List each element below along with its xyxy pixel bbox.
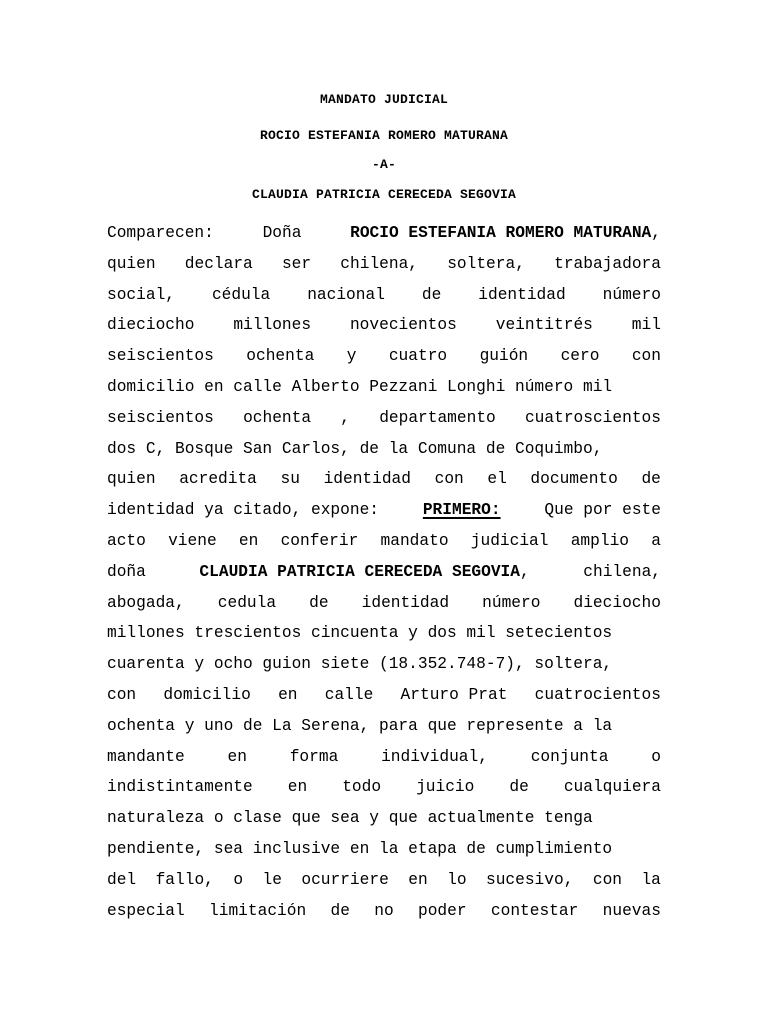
word: cuatro: [388, 347, 448, 366]
word: guión: [479, 347, 529, 366]
word: o: [651, 747, 661, 766]
body-line-8: dos C, Bosque San Carlos, de la Comuna de Coquimbo,: [107, 439, 603, 458]
connector-heading: -A-: [371, 157, 396, 172]
body-line-16: [107, 680, 661, 711]
word: identidad: [361, 593, 450, 612]
word: con: [434, 470, 464, 489]
body-line-20: naturaleza o clase que sea y que actualmente tenga: [107, 809, 593, 828]
word: de: [509, 778, 529, 797]
word: no: [374, 901, 394, 920]
word: amplio: [570, 531, 630, 550]
word: le: [262, 870, 282, 889]
word: individual,: [381, 747, 488, 766]
word: ocurriere: [301, 870, 389, 889]
word: conjunta: [530, 747, 609, 766]
word: dieciocho: [573, 593, 661, 612]
word: juicio: [416, 778, 475, 797]
word: de: [641, 470, 661, 489]
body-line-18: [107, 742, 661, 773]
word: indistintamente: [107, 778, 253, 797]
word: en: [227, 747, 247, 766]
word: chilena,: [583, 562, 661, 581]
word: el: [487, 470, 507, 489]
body-line-2: [107, 249, 661, 280]
word: ser: [281, 254, 312, 273]
body-line-21: pendiente, sea inclusive en la etapa de cumplimiento: [107, 839, 613, 858]
word: en: [278, 685, 298, 704]
word: doña: [107, 562, 146, 581]
word: de: [309, 593, 329, 612]
word: limitación: [209, 901, 307, 920]
bold-name: CLAUDIA PATRICIA CERECEDA SEGOVIA: [199, 562, 520, 581]
word: quien: [107, 470, 156, 489]
word: en: [287, 778, 308, 797]
text-segment: identidad ya citado, expone:: [107, 501, 379, 520]
body-line-23: [107, 896, 661, 927]
word: de: [421, 285, 442, 304]
word: número: [482, 593, 541, 612]
word: cero: [560, 347, 600, 366]
word: a: [651, 531, 661, 550]
word: Doña: [262, 224, 302, 242]
word: nuevas: [602, 901, 661, 920]
body-line-12: [107, 557, 661, 588]
word: mil: [631, 316, 661, 335]
word: departamento: [379, 408, 496, 427]
body-line-9: [107, 464, 661, 495]
word: millones: [233, 316, 312, 335]
bold-name: ROCIO ESTEFANIA ROMERO MATURANA: [350, 224, 652, 242]
word: veintitrés: [495, 316, 593, 335]
word: con: [107, 685, 137, 704]
body-line-19: [107, 772, 661, 803]
word: mandante: [107, 747, 185, 766]
word: con: [631, 347, 661, 366]
word: soltera,: [447, 254, 525, 273]
word: la: [641, 870, 661, 889]
word: documento: [530, 470, 618, 489]
party-one-name-inline: [350, 218, 661, 249]
word: social,: [107, 285, 175, 304]
word: Comparecen:: [107, 224, 214, 242]
body-line-10: [107, 495, 661, 526]
punctuation: ,: [651, 224, 661, 242]
word: cualquiera: [563, 778, 661, 797]
word: conferir: [280, 531, 359, 550]
body-line-1: [107, 218, 661, 249]
word: viene: [168, 531, 217, 550]
document-title: MANDATO JUDICIAL: [319, 92, 449, 107]
word: ochenta: [243, 408, 312, 427]
word: cedula: [217, 593, 277, 612]
body-line-15: cuarenta y ocho guion siete (18.352.748-7), soltera,: [107, 655, 613, 674]
body-line-11: [107, 526, 661, 557]
word: acredita: [179, 470, 257, 489]
word: en: [238, 531, 259, 550]
body-line-6: domicilio en calle Alberto Pezzani Longhi número mil: [107, 377, 613, 396]
word: identidad: [323, 470, 411, 489]
word: o: [233, 870, 244, 889]
word: abogada,: [107, 593, 185, 612]
clause-label-primero: PRIMERO:: [422, 501, 501, 520]
word: con: [592, 870, 623, 889]
word: lo: [447, 870, 467, 889]
word: judicial: [470, 531, 549, 550]
word: en: [408, 870, 428, 889]
party-two-name-inline: [199, 557, 529, 588]
word: y: [346, 347, 357, 366]
word: cuatrocientos: [534, 685, 661, 704]
word: número: [602, 285, 661, 304]
body-line-13: [107, 588, 661, 619]
body-line-14: millones trescientos cincuenta y dos mil setecientos: [107, 624, 613, 643]
body-line-4: [107, 310, 661, 341]
word: identidad: [478, 285, 566, 304]
word: novecientos: [349, 316, 457, 335]
word: domicilio: [163, 685, 251, 704]
word: dieciocho: [107, 316, 195, 335]
word: poder: [418, 901, 467, 920]
punctuation: ,: [520, 562, 530, 581]
word: seiscientos: [107, 347, 214, 366]
word: contestar: [490, 901, 579, 920]
word: cuatroscientos: [524, 408, 661, 427]
word: quien: [107, 254, 156, 273]
word: ochenta: [246, 347, 315, 366]
body-line-22: [107, 865, 661, 896]
body-line-5: [107, 341, 661, 372]
party-one-heading: ROCIO ESTEFANIA ROMERO MATURANA: [259, 128, 509, 143]
word: seiscientos: [107, 408, 214, 427]
body-line-3: [107, 280, 661, 311]
word: declara: [184, 254, 253, 273]
word: sucesivo,: [485, 870, 574, 889]
word: nacional: [307, 285, 385, 304]
word: trabajadora: [554, 254, 661, 273]
party-two-heading: CLAUDIA PATRICIA CERECEDA SEGOVIA: [251, 187, 517, 202]
body-line-17: ochenta y uno de La Serena, para que represente a la: [107, 716, 613, 735]
word: de: [330, 901, 350, 920]
word: del: [107, 870, 137, 889]
word: chilena,: [340, 254, 419, 273]
word: ,: [340, 408, 350, 427]
word: especial: [107, 901, 185, 920]
word: mandato: [380, 531, 449, 550]
body-line-7: [107, 403, 661, 434]
word: cédula: [211, 285, 271, 304]
word: calle: [324, 685, 374, 704]
word: fallo,: [155, 870, 214, 889]
word: Arturo Prat: [400, 685, 508, 704]
text-segment: Que por este: [544, 501, 661, 520]
word: su: [280, 470, 300, 489]
word: acto: [107, 531, 146, 550]
word: forma: [289, 747, 339, 766]
document-body: [107, 218, 661, 926]
word: todo: [342, 778, 382, 797]
